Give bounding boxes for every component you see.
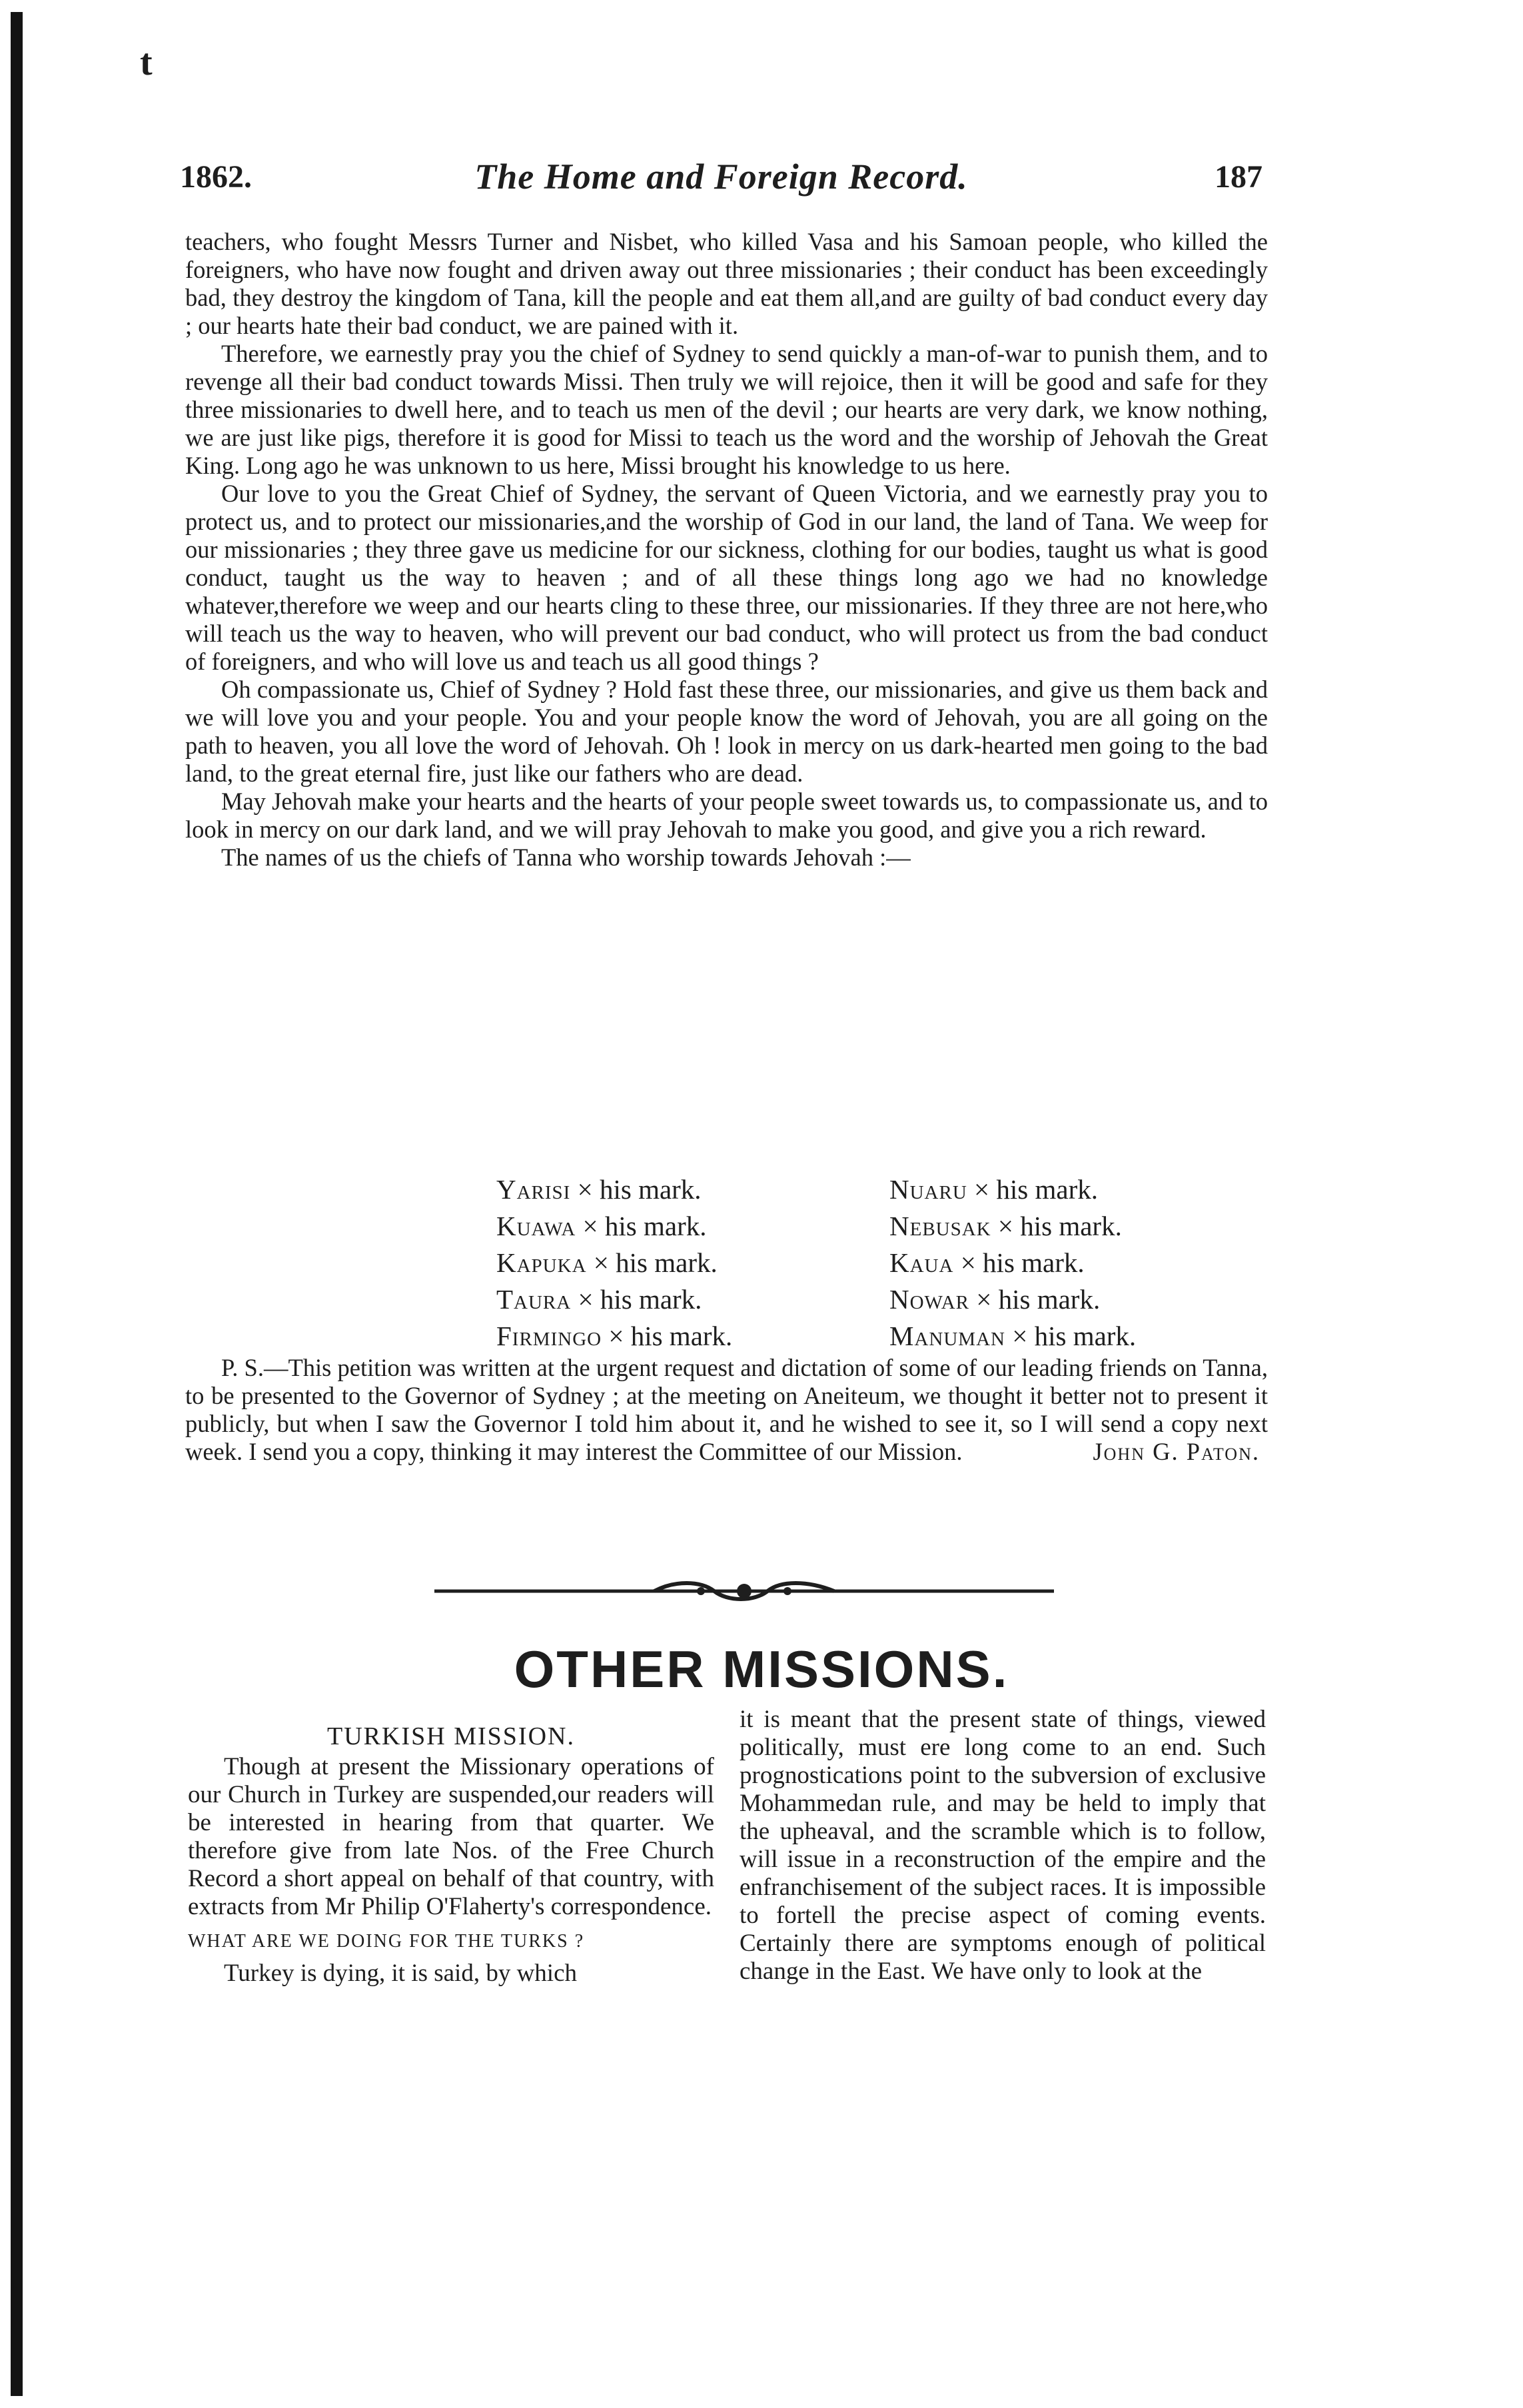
chiefs-marks-list <box>496 1171 1136 1355</box>
mark-text: × his mark. <box>608 1321 733 1351</box>
running-header <box>180 159 1263 205</box>
marks-row <box>496 1281 1136 1318</box>
signature: John G. Paton. <box>1093 1438 1260 1465</box>
chief-name: Firmingo <box>496 1321 602 1351</box>
corner-mark: t <box>140 42 153 83</box>
body-paragraph: Though at present the Missionary operations of our Church in Turkey are suspended,our readers will be interested in hearing from that quarter. We therefore give from late Nos. of the Free Church Record a short appeal on behalf of that country, with extracts from Mr Philip O'Flaherty's correspondence. <box>188 1753 714 1920</box>
chief-name: Kuawa <box>496 1211 576 1241</box>
postscript <box>185 1354 1268 1466</box>
ornamental-rule <box>434 1578 1054 1604</box>
chief-name: Nebusak <box>889 1211 991 1241</box>
mark-text: × his mark. <box>976 1284 1101 1315</box>
marks-row <box>496 1245 1136 1281</box>
section-title: OTHER MISSIONS. <box>514 1640 1009 1698</box>
header-year: 1862. <box>180 159 252 195</box>
chief-name: Kaua <box>889 1247 954 1278</box>
page-spine-edge <box>11 12 23 2396</box>
chief-name: Nowar <box>889 1284 969 1315</box>
chief-name: Manuman <box>889 1321 1005 1351</box>
letter-paragraph: May Jehovah make your hearts and the hearts of your people sweet towards us, to compassionate us, and to look in mercy on our dark land, and we will pray Jehovah to make you good, and give you a rich reward. <box>185 788 1268 843</box>
mark-text: × his mark. <box>593 1247 718 1278</box>
letter-paragraph: Therefore, we earnestly pray you the chief of Sydney to send quickly a man-of-war to punish them, and to revenge all their bad conduct towards Missi. Then truly we will rejoice, then it will be good and safe for they three missionaries to dwell here, and to teach us men of the devil ; our hearts are very dark, we know nothing, we are just like pigs, therefore it is good for Missi to teach us the word and the worship of Jehovah the Great King. Long ago he was unknown to us here, Missi brought his knowledge to us here. <box>185 340 1268 479</box>
letter-body <box>185 228 1268 872</box>
mark-text: × his mark. <box>960 1247 1085 1278</box>
chief-name: Nuaru <box>889 1174 967 1205</box>
body-paragraph: it is meant that the present state of things, viewed politically, must ere long come to an end. Such prognostications point to the subversion of exclusive Mohammedan rule, and may be held to imply that the upheaval, and the scramble which is to follow, will issue in a reconstruction of the empire and the enfranchisement of the subject races. It is impossible to fortell the precise aspect of coming events. Certainly there are symptoms enough of political change in the East. We have only to look at the <box>740 1706 1266 1985</box>
mark-text: × his mark. <box>974 1174 1098 1205</box>
right-column <box>740 1706 1266 1986</box>
body-paragraph: Turkey is dying, it is said, by which <box>224 1960 578 1987</box>
letter-paragraph: The names of us the chiefs of Tanna who worship towards Jehovah :— <box>221 844 911 871</box>
page-number: 187 <box>1215 159 1263 195</box>
marks-row <box>496 1208 1136 1245</box>
mark-text: × his mark. <box>997 1211 1122 1241</box>
marks-row <box>496 1171 1136 1208</box>
chief-name: Taura <box>496 1284 572 1315</box>
subheading: TURKISH MISSION. <box>327 1722 575 1750</box>
letter-paragraph: teachers, who fought Messrs Turner and Nisbet, who killed Vasa and his Samoan people, who killed the foreigners, who have now fought and driven away out three missionaries ; their conduct has been exceedingly bad, they destroy the kingdom of Tana, kill the people and eat them all,and are guilty of bad conduct every day ; our hearts hate their bad conduct, we are pained with it. <box>185 228 1268 339</box>
mark-text: × his mark. <box>1012 1321 1137 1351</box>
question-heading: WHAT ARE WE DOING FOR THE TURKS ? <box>188 1931 585 1952</box>
marks-row <box>496 1318 1136 1355</box>
left-column <box>188 1722 714 1988</box>
letter-paragraph: Oh compassionate us, Chief of Sydney ? Hold fast these three, our missionaries, and give us them back and we will love you and your people. You and your people know the word of Jehovah, you are all going on the path to heaven, you all love the word of Jehovah. Oh ! look in mercy on us dark-hearted men going to the bad land, to the great eternal fire, just like our fathers who are dead. <box>185 676 1268 787</box>
postscript-text: P. S.—This petition was written at the urgent request and dictation of some of our leading friends on Tanna, to be presented to the Governor of Sydney ; at the meeting on Aneiteum, we thought it better not to present it publicly, but when I saw the Governor I told him about it, and he wished to see it, so I will send a copy next week. I send you a copy, thinking it may interest the Committee of our Mission. <box>185 1354 1268 1465</box>
mark-text: × his mark. <box>577 1174 702 1205</box>
mark-text: × his mark. <box>582 1211 707 1241</box>
mark-text: × his mark. <box>578 1284 702 1315</box>
chief-name: Yarisi <box>496 1174 571 1205</box>
letter-paragraph: Our love to you the Great Chief of Sydney, the servant of Queen Victoria, and we earnestly pray you to protect us, and to protect our missionaries,and the worship of God in our land, the land of Tana. We weep for our missionaries ; they three gave us medicine for our sickness, clothing for our bodies, taught us what is good conduct, taught us the way to heaven ; and of all these things long ago we had no knowledge whatever,therefore we weep and our hearts cling to these three, our missionaries. If they three are not here,who will teach us the way to heaven, who will prevent our bad conduct, who will protect us from the bad conduct of foreigners, and who will love us and teach us all good things ? <box>185 480 1268 675</box>
header-title: The Home and Foreign Record. <box>474 157 968 197</box>
chief-name: Kapuka <box>496 1247 587 1278</box>
